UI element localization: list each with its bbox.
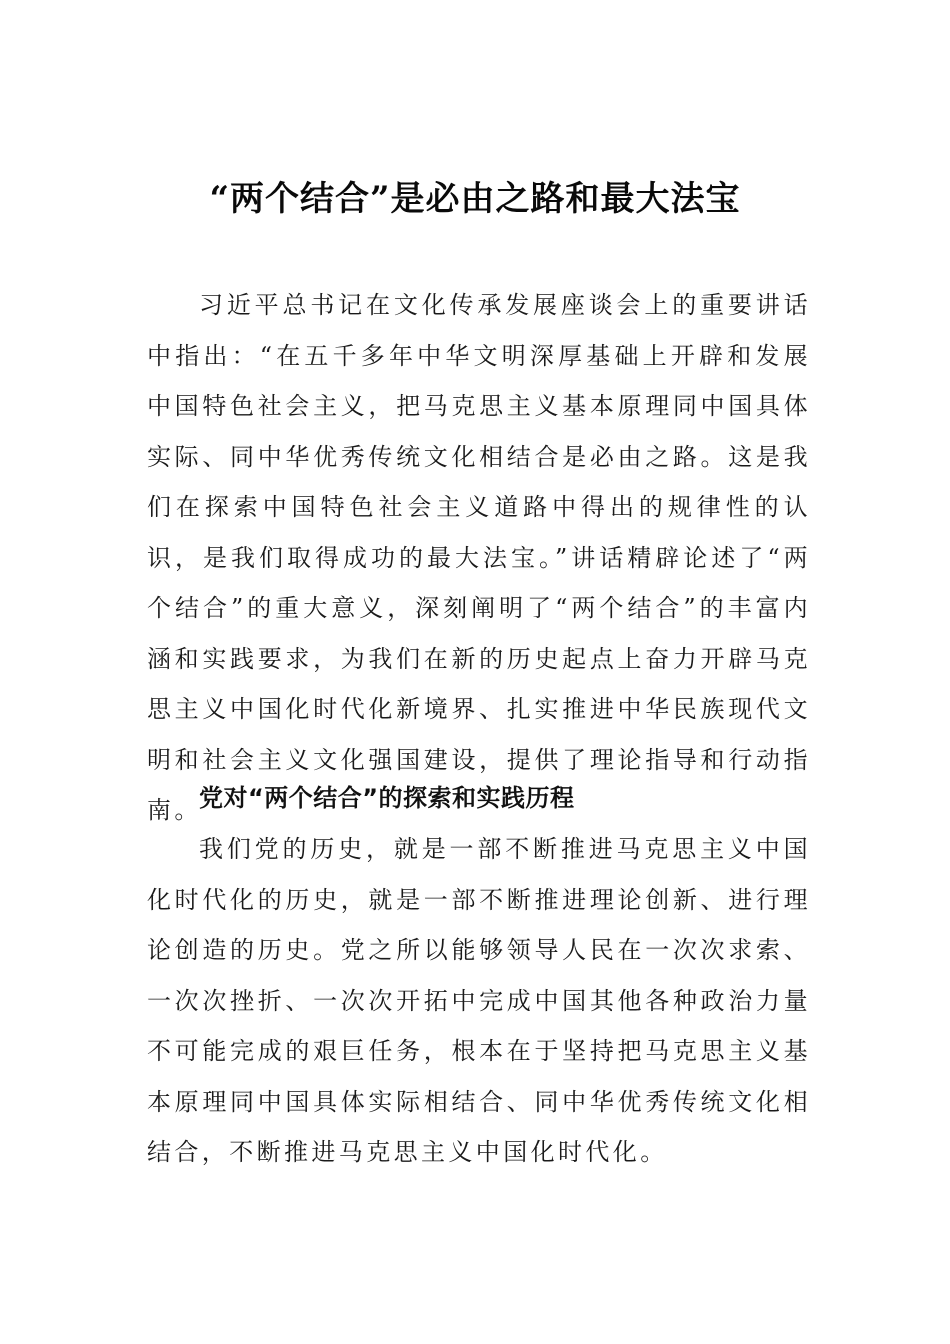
section-paragraph: 我们党的历史，就是一部不断推进马克思主义中国化时代化的历史，就是一部不断推进理论创新、进行理论创造的历史。党之所以能够领导人民在一次次求索、一次次挫折、一次次开拓中完成中国其他各种政治力量不可能完成的艰巨任务，根本在于坚持把马克思主义基本原理同中国具体实际相结合、同中华优秀传统文化相结合，不断推进马克思主义中国化时代化。	[147, 835, 811, 1166]
document-title: “两个结合”是必由之路和最大法宝	[209, 179, 741, 219]
section-heading: 党对“两个结合”的探索和实践历程	[199, 784, 575, 812]
intro-paragraph: 习近平总书记在文化传承发展座谈会上的重要讲话中指出：“在五千多年中华文明深厚基础上开辟和发展中国特色社会主义，把马克思主义基本原理同中国具体实际、同中华优秀传统文化相结合是必由之路。这是我们在探索中国特色社会主义道路中得出的规律性的认识，是我们取得成功的最大法宝。”讲话精辟论述了“两个结合”的重大意义，深刻阐明了“两个结合”的丰富内涵和实践要求，为我们在新的历史起点上奋力开辟马克思主义中国化时代化新境界、扎实推进中华民族现代文明和社会主义文化强国建设，提供了理论指导和行动指南。	[147, 291, 811, 824]
